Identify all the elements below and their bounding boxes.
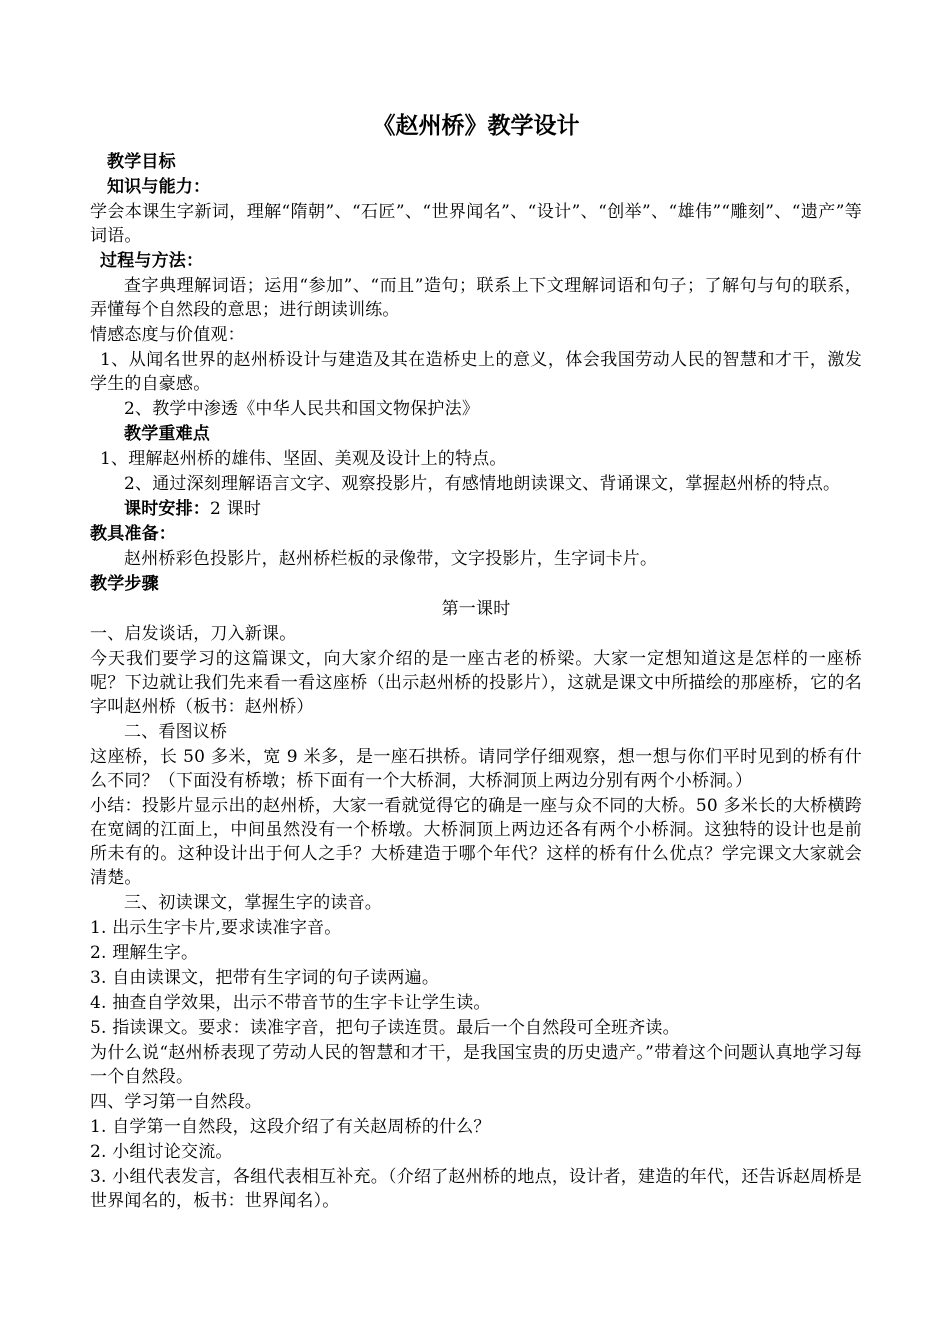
paragraph-emotion-1: 1、从闻名世界的赵州桥设计与建造及其在造桥史上的意义，体会我国劳动人民的智慧和才干，激发学生的自豪感。	[90, 350, 862, 394]
paragraph-knowledge: 学会本课生字新词，理解“隋朝”、“石匠”、“世界闻名”、“设计”、“创举”、“雄伟”“雕刻”、“遗产”等词语。	[90, 202, 862, 246]
heading-teaching-goals: 教学目标	[107, 152, 176, 172]
list-item: 1. 自学第一自然段，这段介绍了有关赵周桥的什么？	[90, 1117, 491, 1137]
paragraph-key-1: 1、理解赵州桥的雄伟、坚固、美观及设计上的特点。	[100, 449, 507, 469]
paragraph-process: 查字典理解词语；运用“参加”、“而且”造句；联系上下文理解词语和句子；了解句与句的联系，弄懂每个自然段的意思；进行朗读训练。	[90, 276, 862, 320]
schedule-line	[90, 497, 862, 521]
document-title: 《赵州桥》教学设计	[372, 113, 580, 139]
heading-schedule: 课时安排：	[124, 499, 210, 519]
step-3-title: 三、初读课文，掌握生字的读音。	[124, 893, 382, 913]
list-item: 2. 理解生字。	[90, 943, 199, 963]
heading-steps: 教学步骤	[90, 574, 159, 594]
paragraph-key-2: 2、通过深刻理解语言文字、观察投影片，有感情地朗读课文、背诵课文，掌握赵州桥的特点。	[124, 474, 841, 494]
step-2-summary: 小结：投影片显示出的赵州桥，大家一看就觉得它的确是一座与众不同的大桥。50 多米长的大桥横跨在宽阔的江面上，中间虽然没有一个桥墩。大桥洞顶上两边还各有两个小桥洞。这独特的设计也是前所未有的。这种设计出于何人之手？大桥建造于哪个年代？这样的桥有什么优点？学完课文大家就会清楚。	[90, 796, 862, 888]
heading-process-method: 过程与方法：	[100, 251, 204, 271]
step-1-title: 一、启发谈话，刀入新课。	[90, 624, 297, 644]
step-3-question: 为什么说“赵州桥表现了劳动人民的智慧和才干，是我国宝贵的历史遗产。”带着这个问题认真地学习每一个自然段。	[90, 1043, 862, 1087]
paragraph-emotion-2: 2、教学中渗透《中华人民共和国文物保护法》	[124, 399, 480, 419]
list-item: 4. 抽查自学效果，出示不带音节的生字卡让学生读。	[90, 993, 491, 1013]
heading-emotion-values: 情感态度与价值观：	[90, 325, 245, 345]
schedule-value: 2 课时	[210, 499, 262, 519]
list-item: 3. 自由读课文，把带有生字词的句子读两遍。	[90, 968, 440, 988]
heading-knowledge-ability: 知识与能力：	[107, 177, 211, 197]
step-2-title: 二、看图议桥	[124, 722, 228, 742]
lesson-one-heading: 第一课时	[441, 599, 511, 619]
list-item: 2. 小组讨论交流。	[90, 1142, 233, 1162]
paragraph-tools: 赵州桥彩色投影片，赵州桥栏板的录像带，文字投影片，生字词卡片。	[124, 549, 658, 569]
document-page	[90, 110, 862, 1214]
heading-key-points: 教学重难点	[124, 424, 210, 444]
list-item: 3. 小组代表发言，各组代表相互补充。（介绍了赵州桥的地点，设计者，建造的年代，还告诉赵周桥是世界闻名的，板书：世界闻名）。	[90, 1167, 862, 1211]
list-item: 1. 出示生字卡片,要求读准字音。	[90, 918, 342, 938]
heading-tools: 教具准备：	[90, 524, 176, 544]
list-item: 5. 指读课文。要求：读准字音，把句子读连贯。最后一个自然段可全班齐读。	[90, 1018, 680, 1038]
step-2-body: 这座桥，长 50 多米，宽 9 米多，是一座石拱桥。请同学仔细观察，想一想与你们平时见到的桥有什么不同？（下面没有桥墩；桥下面有一个大桥洞，大桥洞顶上两边分别有两个小桥洞。）	[90, 747, 862, 791]
step-1-body: 今天我们要学习的这篇课文，向大家介绍的是一座古老的桥梁。大家一定想知道这是怎样的一座桥呢？下边就让我们先来看一看这座桥（出示赵州桥的投影片），这就是课文中所描绘的那座桥，它的名字叫赵州桥（板书：赵州桥）	[90, 649, 862, 717]
step-4-title: 四、学习第一自然段。	[90, 1092, 262, 1112]
